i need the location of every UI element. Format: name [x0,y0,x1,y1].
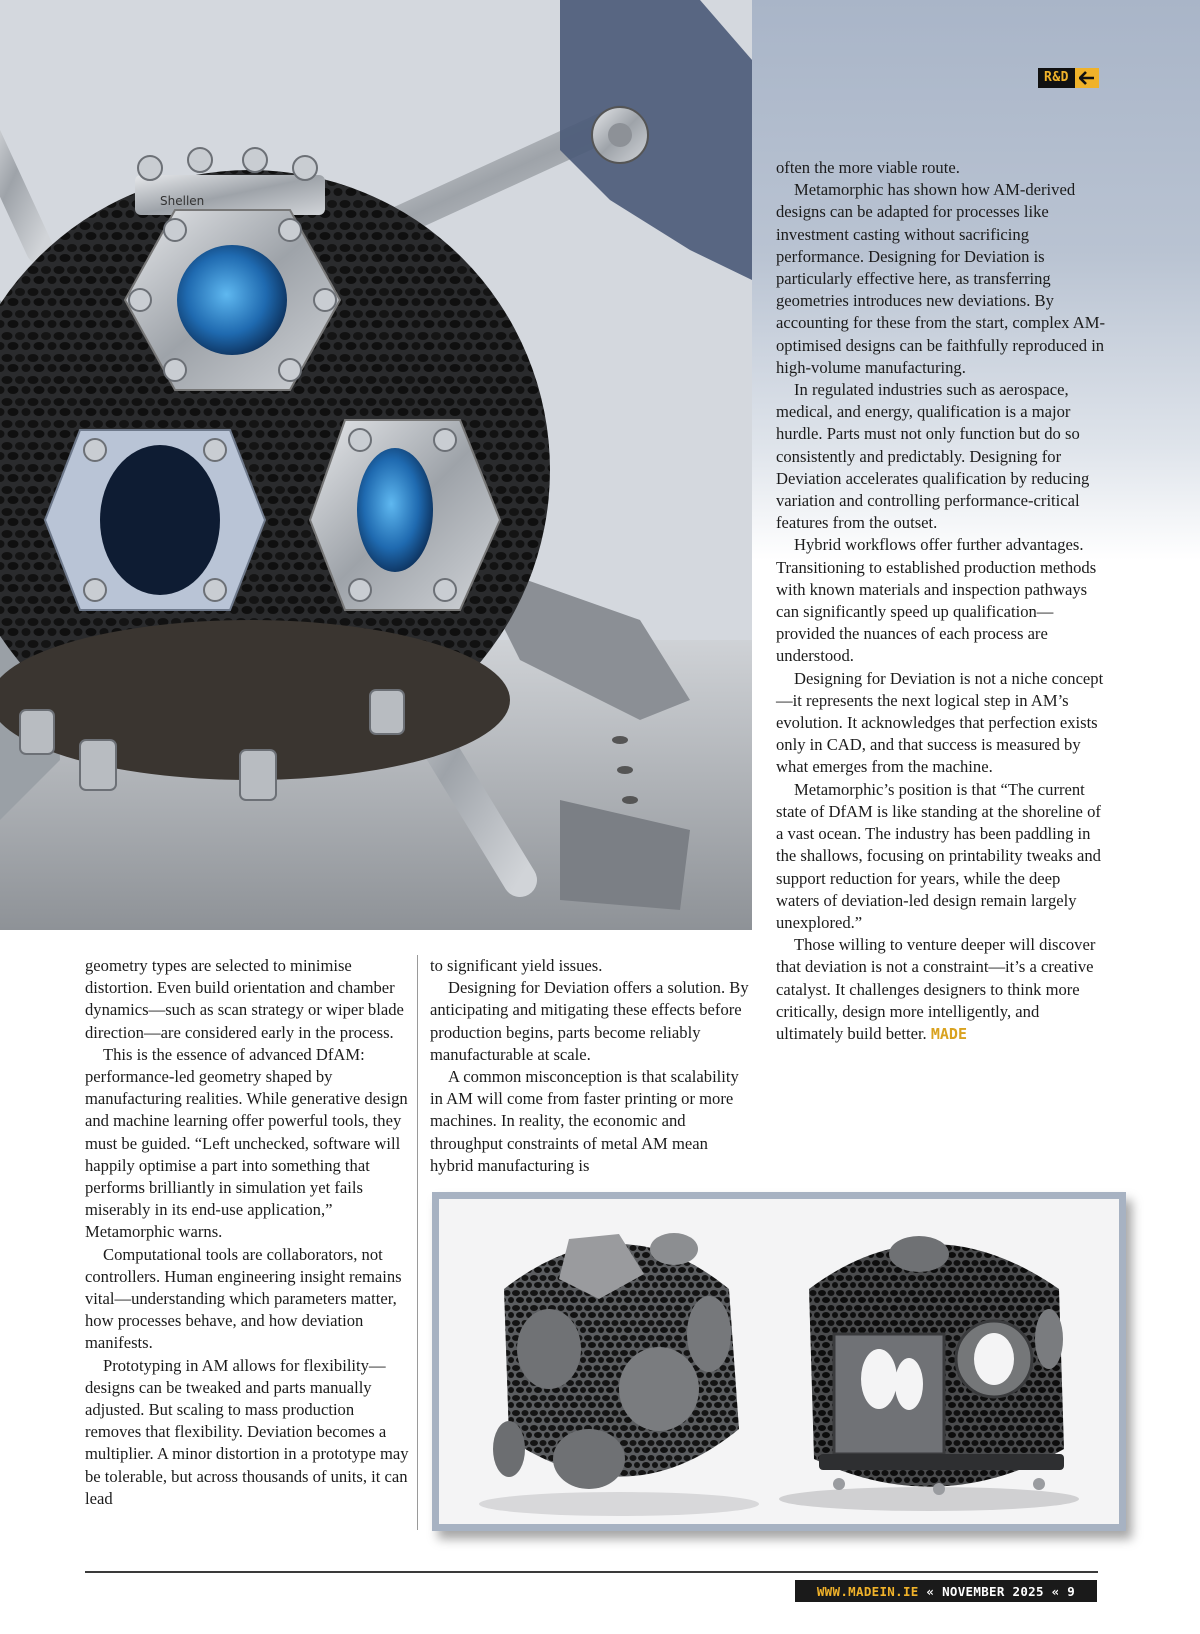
hero-photo [0,0,752,930]
paragraph: Hybrid workflows offer further advantages. Transitioning to established production methods with known materials and inspection pathways can significantly speed up qualification—provided the nuances of each process are understood. [776,535,1097,666]
end-mark: MADE [930,1024,967,1043]
paragraph: This is the essence of advanced DfAM: performance-led geometry shaped by manufacturing realities. While generative design and machine learning offer powerful tools, they must be guided. “Left unchecked, software will happily optimise a part into something that performs brilliantly in simulation yet fails miserably in its end-use application,” Metamorphic warns. [85,1044,408,1242]
paragraph: Designing for Deviation is not a niche concept—it represents the next logical step in AM’s evolution. It acknowledges that perfection exists only in CAD, and that success is measured by what emerges from the machine. [776,668,1104,777]
plate-engraving: Shellen [160,194,205,208]
paragraph: Metamorphic has shown how AM-derived designs can be adapted for processes like investment casting without sacrificing performance. Designing for Deviation is particularly effective here, as transferring geometries introduces new deviations. By accounting for these from the start, complex AM-optimised designs can be faithfully reproduced in high-volume manufacturing. [776,180,1106,377]
paragraph: In regulated industries such as aerospace, medical, and energy, qualification is a major hurdle. Parts must not only function but do so consistently and predictably. Designing for Deviation accelerates qualification by reducing variation and controlling performance-critical features from the outset. [776,380,1090,533]
paragraph-text: Those willing to venture deeper will discover that deviation is not a constraint—it’s a creative catalyst. It challenges designers to think more critically, design more intelligently, and ultimately build better. [776,935,1096,1043]
paragraph: Designing for Deviation offers a solution. By anticipating and mitigating these effects before production begins, parts become reliably manufacturable at scale. [430,978,749,1064]
paragraph: to significant yield issues. [430,956,603,975]
paragraph: Computational tools are collaborators, not controllers. Human engineering insight remains vital—understanding which parameters matter, how processes behave, and how deviation manifests. [85,1244,402,1353]
paragraph: geometry types are selected to minimise distortion. Even build orientation and chamber dynamics—such as scan strategy or wiper blade direction—are considered early in the process. [85,956,404,1042]
column-divider [417,955,418,1530]
footer-url: WWW.MADEIN.IE [816,1583,919,1599]
footer-issue: NOVEMBER 2025 [942,1583,1044,1599]
article-column-left [85,955,410,1510]
section-label: R&D [1038,68,1075,88]
product-photo [432,1192,1126,1531]
paragraph: often the more viable route. [776,158,960,177]
section-tag [1038,68,1099,88]
paragraph: A common misconception is that scalability in AM will come from faster printing or more machines. In reality, the economic and throughput constraints of metal AM mean hybrid manufacturing is [430,1067,739,1175]
lattice-sphere-photo [0,0,752,930]
paragraph: Prototyping in AM allows for flexibility—designs can be tweaked and parts manually adjusted. But scaling to mass production removes that flexibility. Deviation becomes a multiplier. A minor distortion in a prototype may be tolerable, but across thousands of units, it can lead [85,1355,409,1508]
arrow-left-icon [1075,68,1099,88]
article-column-middle [430,955,755,1177]
footer-rule [85,1571,1098,1573]
footer-separator: « [918,1583,943,1599]
paragraph-final [776,934,1106,1045]
two-spheres-photo [439,1199,1119,1524]
page-footer [795,1580,1097,1602]
footer-separator: « [1043,1583,1068,1599]
paragraph: Metamorphic’s position is that “The current state of DfAM is like standing at the shoreline of a vast ocean. The industry has been paddling in the shallows, focusing on printability tweaks and support reduction for years, while the deep waters of deviation-led design remain largely unexplored.” [776,779,1101,932]
page-number: 9 [1067,1583,1076,1599]
article-column-right [776,157,1106,1045]
